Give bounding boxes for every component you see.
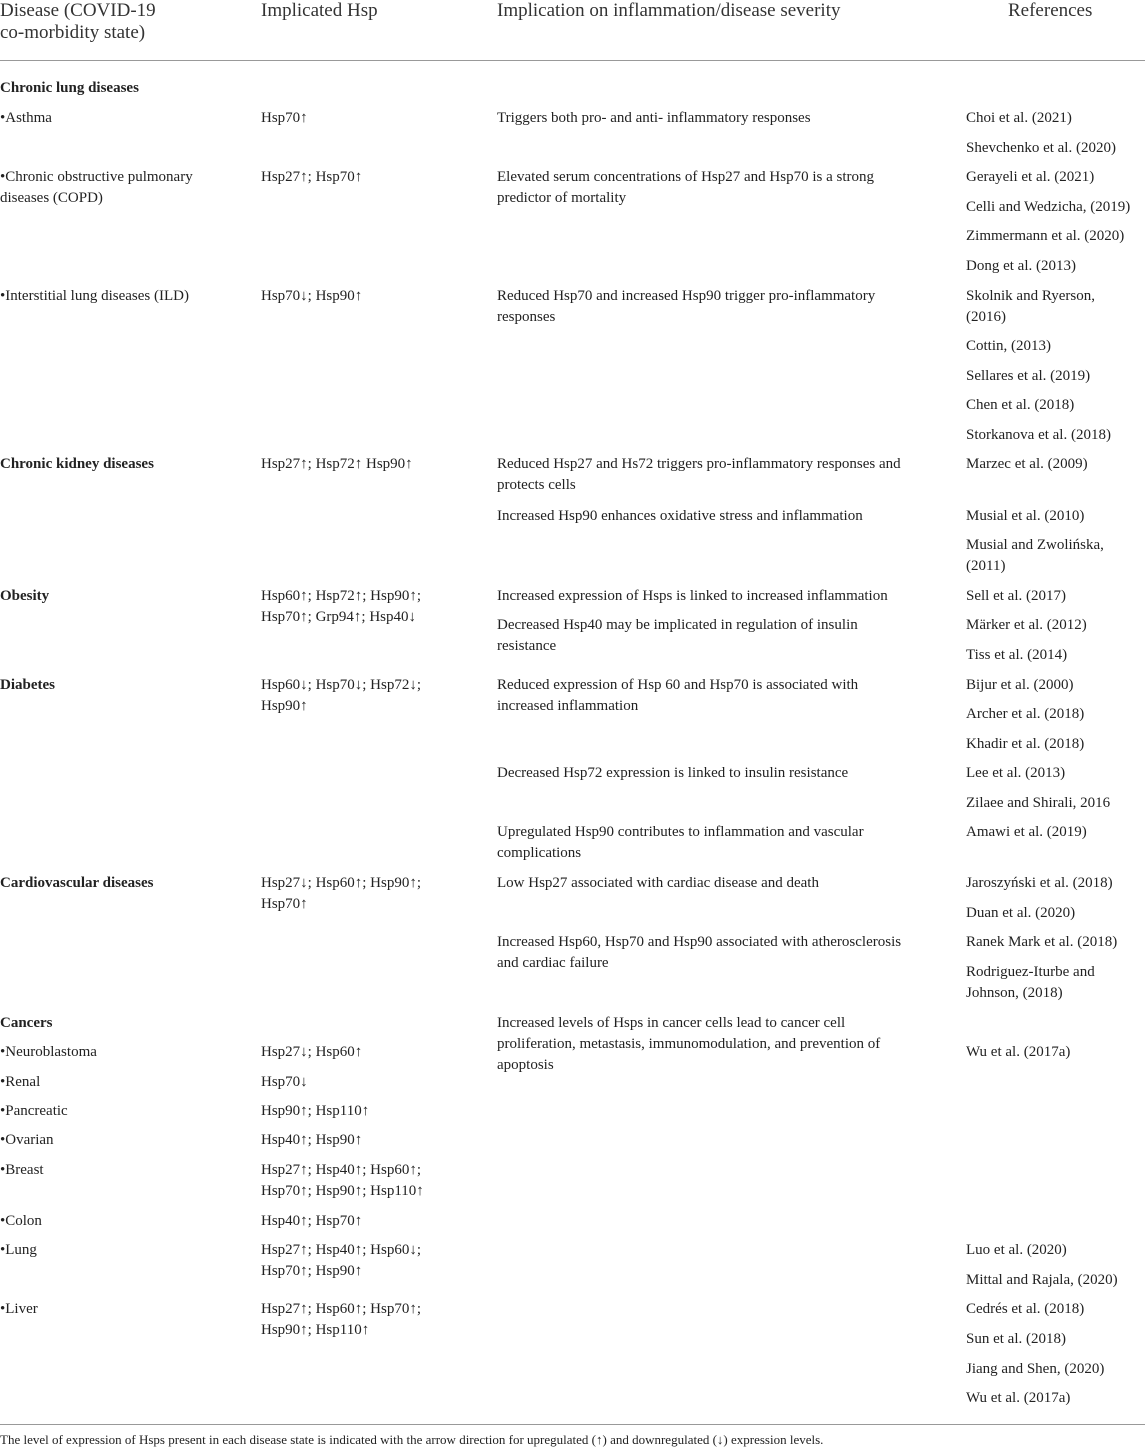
hsp-cell: Hsp40↑; Hsp90↑	[261, 1132, 363, 1148]
implication-cell: Reduced Hsp27 and Hs72 triggers pro-inflammatory responses and protects cells	[497, 456, 901, 493]
reference-cell: Wu et al. (2017a)	[966, 1390, 1071, 1406]
reference-cell: Sellares et al. (2019)	[966, 368, 1091, 384]
reference-cell: Chen et al. (2018)	[966, 397, 1075, 413]
disease-cell: •Renal	[0, 1074, 41, 1090]
implication-cell: Reduced Hsp70 and increased Hsp90 trigger pro-inflammatory responses	[497, 288, 876, 325]
disease-cell: Obesity	[0, 588, 50, 604]
reference-cell: Musial et al. (2010)	[966, 508, 1085, 524]
reference-cell: Bijur et al. (2000)	[966, 677, 1074, 693]
hsp-cell: Hsp27↑; Hsp72↑ Hsp90↑	[261, 456, 413, 472]
disease-cell: •Pancreatic	[0, 1103, 68, 1119]
reference-cell: Duan et al. (2020)	[966, 905, 1076, 921]
reference-cell: Rodriguez-Iturbe and Johnson, (2018)	[966, 964, 1095, 1001]
reference-cell: Zimmermann et al. (2020)	[966, 228, 1125, 244]
disease-cell: •Ovarian	[0, 1132, 54, 1148]
implication-cell: Triggers both pro- and anti- inflammatory responses	[497, 110, 811, 126]
reference-cell: Khadir et al. (2018)	[966, 736, 1085, 752]
reference-cell: Archer et al. (2018)	[966, 706, 1085, 722]
disease-cell: •Neuroblastoma	[0, 1044, 97, 1060]
reference-cell: Dong et al. (2013)	[966, 258, 1076, 274]
disease-cell: •Chronic obstructive pulmonary diseases (COPD)	[0, 169, 193, 206]
hsp-cell: Hsp90↑; Hsp110↑	[261, 1103, 370, 1119]
table-header-row	[0, 0, 1145, 61]
disease-cell: •Breast	[0, 1162, 44, 1178]
hsp-cell: Hsp27↑; Hsp60↑; Hsp70↑; Hsp90↑; Hsp110↑	[261, 1301, 422, 1338]
hsp-cell: Hsp27↑; Hsp40↑; Hsp60↑; Hsp70↑; Hsp90↑; Hsp110↑	[261, 1162, 424, 1199]
reference-cell: Cottin, (2013)	[966, 338, 1051, 354]
reference-cell: Tiss et al. (2014)	[966, 647, 1068, 663]
reference-cell: Jiang and Shen, (2020)	[966, 1361, 1105, 1377]
disease-cell: Cancers	[0, 1015, 53, 1031]
hsp-cell: Hsp27↑; Hsp40↑; Hsp60↓; Hsp70↑; Hsp90↑	[261, 1242, 422, 1279]
disease-cell: •Colon	[0, 1213, 42, 1229]
disease-cell: •Liver	[0, 1301, 38, 1317]
reference-cell: Skolnik and Ryerson, (2016)	[966, 288, 1095, 325]
hsp-cell: Hsp70↓	[261, 1074, 308, 1090]
header-references: References	[1008, 0, 1093, 21]
reference-cell: Storkanova et al. (2018)	[966, 427, 1111, 443]
implication-cell: Low Hsp27 associated with cardiac disease and death	[497, 875, 819, 891]
disease-cell: •Asthma	[0, 110, 52, 126]
hsp-cell: Hsp27↓; Hsp60↑; Hsp90↑; Hsp70↑	[261, 875, 422, 912]
hsp-cell: Hsp70↓; Hsp90↑	[261, 288, 363, 304]
reference-cell: Luo et al. (2020)	[966, 1242, 1067, 1258]
reference-cell: Sun et al. (2018)	[966, 1331, 1066, 1347]
hsp-cell: Hsp70↑	[261, 110, 308, 126]
implication-cell: Increased expression of Hsps is linked to increased inflammation	[497, 588, 888, 604]
reference-cell: Amawi et al. (2019)	[966, 824, 1087, 840]
reference-cell: Märker et al. (2012)	[966, 617, 1087, 633]
hsp-cell: Hsp27↓; Hsp60↑	[261, 1044, 363, 1060]
table-footnote: The level of expression of Hsps present in each disease state is indicated with the arrow direction for upregulated (↑) and downregulated (↓) expression levels.	[0, 1432, 824, 1447]
reference-cell: Shevchenko et al. (2020)	[966, 140, 1116, 156]
reference-cell: Marzec et al. (2009)	[966, 456, 1088, 472]
reference-cell: Jaroszyński et al. (2018)	[966, 875, 1113, 891]
implication-cell: Decreased Hsp72 expression is linked to insulin resistance	[497, 765, 849, 781]
implication-cell: Reduced expression of Hsp 60 and Hsp70 is associated with increased inflammation	[497, 677, 859, 714]
disease-cell: Diabetes	[0, 677, 55, 693]
header-disease: Disease (COVID-19 co-morbidity state)	[0, 0, 156, 43]
disease-cell: Chronic lung diseases	[0, 80, 139, 96]
hsp-cell: Hsp60↓; Hsp70↓; Hsp72↓; Hsp90↑	[261, 677, 422, 714]
disease-cell: Cardiovascular diseases	[0, 875, 154, 891]
header-implicated-hsp: Implicated Hsp	[261, 0, 378, 21]
reference-cell: Cedrés et al. (2018)	[966, 1301, 1085, 1317]
footer-divider	[0, 1424, 1145, 1425]
reference-cell: Choi et al. (2021)	[966, 110, 1072, 126]
disease-cell: •Interstitial lung diseases (ILD)	[0, 288, 189, 304]
hsp-cell: Hsp27↑; Hsp70↑	[261, 169, 363, 185]
disease-cell: •Lung	[0, 1242, 37, 1258]
reference-cell: Gerayeli et al. (2021)	[966, 169, 1095, 185]
reference-cell: Mittal and Rajala, (2020)	[966, 1272, 1118, 1288]
hsp-cell: Hsp40↑; Hsp70↑	[261, 1213, 363, 1229]
implication-cell: Increased Hsp60, Hsp70 and Hsp90 associated with atherosclerosis and cardiac failure	[497, 934, 902, 971]
disease-cell: Chronic kidney diseases	[0, 456, 154, 472]
implication-cell: Elevated serum concentrations of Hsp27 and Hsp70 is a strong predictor of mortality	[497, 169, 874, 206]
reference-cell: Sell et al. (2017)	[966, 588, 1066, 604]
implication-cell: Increased Hsp90 enhances oxidative stress and inflammation	[497, 508, 863, 524]
implication-cell: Increased levels of Hsps in cancer cells lead to cancer cell proliferation, metastasis, immunomodulation, and prevention of apoptosis	[497, 1015, 881, 1073]
header-implication: Implication on inflammation/disease severity	[497, 0, 841, 21]
reference-cell: Musial and Zwolińska, (2011)	[966, 537, 1104, 574]
implication-cell: Decreased Hsp40 may be implicated in regulation of insulin resistance	[497, 617, 858, 654]
hsp-cell: Hsp60↑; Hsp72↑; Hsp90↑; Hsp70↑; Grp94↑; Hsp40↓	[261, 588, 422, 625]
implication-cell: Upregulated Hsp90 contributes to inflammation and vascular complications	[497, 824, 864, 861]
reference-cell: Zilaee and Shirali, 2016	[966, 795, 1111, 811]
reference-cell: Lee et al. (2013)	[966, 765, 1066, 781]
reference-cell: Ranek Mark et al. (2018)	[966, 934, 1118, 950]
reference-cell: Celli and Wedzicha, (2019)	[966, 199, 1131, 215]
reference-cell: Wu et al. (2017a)	[966, 1044, 1071, 1060]
